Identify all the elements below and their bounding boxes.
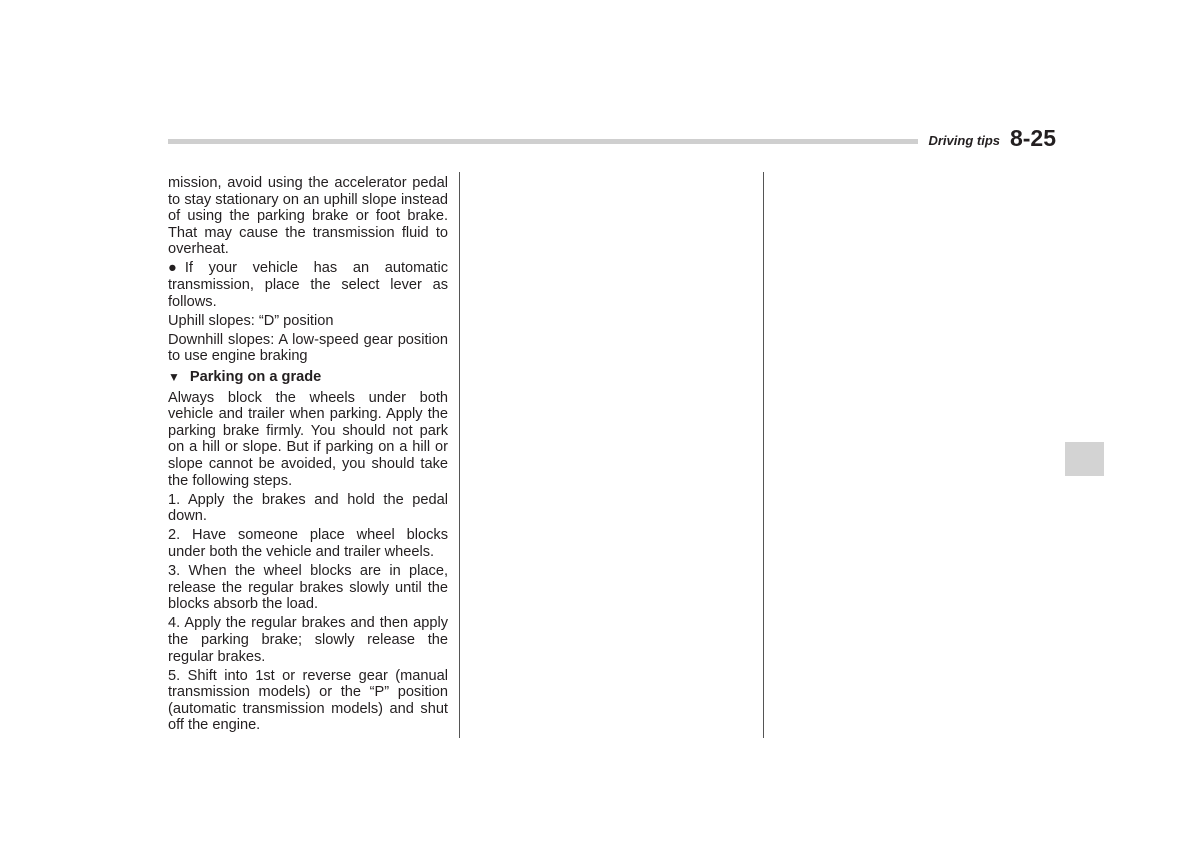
step-1: 1. Apply the brakes and hold the pedal down. <box>168 491 448 525</box>
section-title: Driving tips <box>928 133 1000 148</box>
text-column <box>168 175 448 737</box>
paragraph-intro: mission, avoid using the accelerator pedal to stay stationary on an uphill slope instead of using the parking brake or foot brake. That may cause the transmission fluid to overheat. <box>168 175 448 258</box>
column-divider-left <box>459 172 460 738</box>
uphill-line: Uphill slopes: “D” position <box>168 312 334 329</box>
heading-text: Parking on a grade <box>189 369 322 386</box>
step-3: 3. When the wheel blocks are in place, release the regular brakes slowly until the blocks absorb the load. <box>168 563 448 613</box>
chapter-thumb-tab <box>1065 442 1104 476</box>
page-number: 8-25 <box>1009 125 1056 151</box>
bullet-icon: ● <box>168 260 177 277</box>
column-divider-right <box>763 172 764 738</box>
paragraph-parking: Always block the wheels under both vehicle and trailer when parking. Apply the parking brake firmly. You should not park on a hill or slope. But if parking on a hill or slope cannot be avoided, you should take the following steps. <box>168 389 448 489</box>
bullet-text: If your vehicle has an automatic transmission, place the select lever as follows. <box>168 260 448 310</box>
section-heading <box>168 369 448 386</box>
header-rule <box>168 139 918 144</box>
step-5: 5. Shift into 1st or reverse gear (manual transmission models) or the “P” position (automatic transmission models) and shut off the engine. <box>168 667 448 734</box>
bullet-item <box>168 260 448 310</box>
triangle-marker-icon: ▼ <box>168 370 180 385</box>
downhill-line: Downhill slopes: A low-speed gear position to use engine braking <box>168 331 448 365</box>
step-2: 2. Have someone place wheel blocks under both the vehicle and trailer wheels. <box>168 527 448 560</box>
step-4: 4. Apply the regular brakes and then apply the parking brake; slowly release the regular brakes. <box>168 615 448 665</box>
